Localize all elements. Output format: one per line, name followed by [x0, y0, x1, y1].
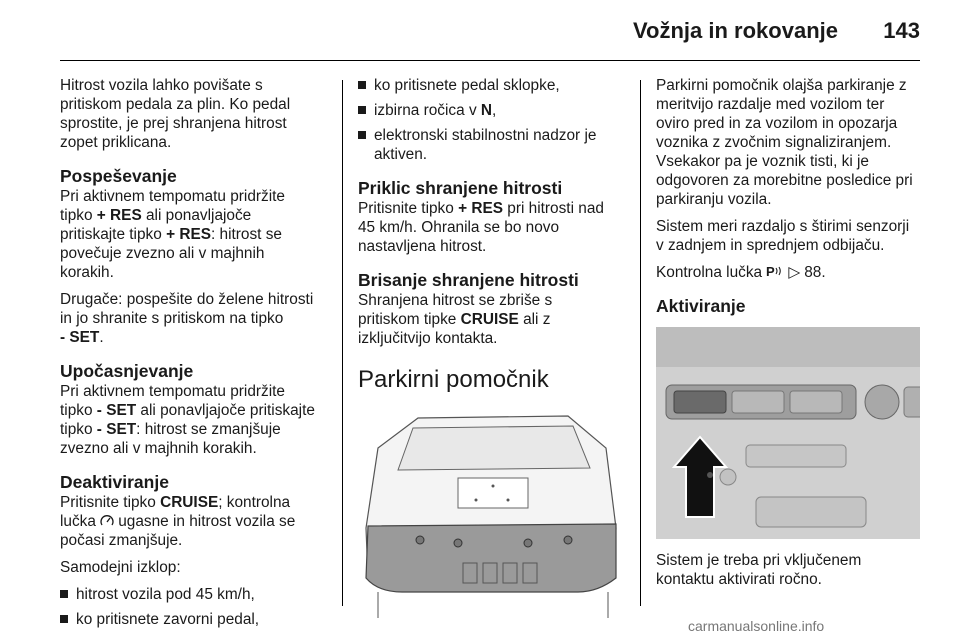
list-item: izbirna ročica v N, — [358, 101, 630, 120]
column-divider-1 — [342, 80, 343, 606]
deactivate-heading: Deaktiviranje — [60, 472, 169, 492]
accel-heading: Pospeševanje — [60, 166, 177, 186]
watermark: carmanualsonline.info — [688, 618, 825, 634]
page-number: 143 — [883, 18, 920, 43]
list-item: hitrost vozila pod 45 km/h, — [60, 585, 332, 604]
erase-heading: Brisanje shranjene hitrosti — [358, 270, 579, 290]
parking-assist-icon — [766, 264, 784, 278]
accel-paragraph-1: Pri aktivnem tempomatu pridržite tipko + RES ali ponavljajoče pritiskajte tipko + RES: hitrost se povečuje zvezno ali v majhnih korakih. — [60, 188, 285, 281]
svg-text:P: P — [766, 264, 776, 278]
parking-intro-paragraph: Parkirni pomočnik olajša parkiranje z meritvijo razdalje med vozilom ter oviro pred in za vozilom in opozarja voznika z zvočnim signaliziranjem. Vsekakor pa je voznik tisti, ki je odgovoren za morebitne posledice pri parkiranju vozila. — [656, 77, 913, 208]
decel-paragraph: Pri aktivnem tempomatu pridržite tipko - SET ali ponavljajoče pritiskajte tipko - SET: hitrost se zmanjšuje zvezno ali v majhnih korakih. — [60, 383, 315, 457]
list-item: ko pritisnete pedal sklopke, — [358, 76, 630, 95]
parking-assist-heading: Parkirni pomočnik — [358, 366, 549, 393]
column-2 — [358, 76, 630, 618]
accel-paragraph-2: Drugače: pospešite do želene hitrosti in jo shranite s pritiskom na tipko - SET. — [60, 291, 314, 346]
page-header-title: Vožnja in rokovanje — [633, 18, 838, 43]
deactivate-paragraph: Pritisnite tipko CRUISE; kontrolna lučka ugasne in hitrost vozila se počasi zmanjšuje. — [60, 494, 296, 549]
dashboard-button-figure — [656, 327, 920, 539]
car-rear-sensors-figure — [358, 408, 622, 618]
decel-heading: Upočasnjevanje — [60, 361, 194, 381]
auto-off-label: Samodejni izklop: — [60, 559, 181, 576]
intro-paragraph: Hitrost vozila lahko povišate s pritiskom pedala za plin. Ko pedal sprostite, je prej shranjena hitrost zopet priklicana. — [60, 77, 291, 151]
header-rule — [60, 60, 920, 61]
page-reference-icon: ▷ — [788, 264, 801, 281]
activate-paragraph: Sistem je treba pri vključenem kontaktu aktivirati ročno. — [656, 552, 862, 588]
sensors-paragraph: Sistem meri razdaljo s štirimi senzorji v zadnjem in sprednjem odbijaču. — [656, 218, 910, 254]
cruise-control-icon — [100, 514, 114, 527]
list-item: elektronski stabilnostni nadzor je aktiven. — [358, 126, 630, 164]
erase-paragraph: Shranjena hitrost se zbriše s pritiskom tipke CRUISE ali z izključitvijo kontakta. — [358, 292, 553, 347]
activate-heading: Aktiviranje — [656, 296, 746, 316]
list-item: ko pritisnete zavorni pedal, — [60, 610, 332, 629]
recall-paragraph: Pritisnite tipko + RES pri hitrosti nad 45 km/h. Ohranila se bo novo nastavljena hitrost. — [358, 200, 604, 255]
recall-heading: Priklic shranjene hitrosti — [358, 178, 563, 198]
column-divider-2 — [640, 80, 641, 606]
column-3 — [656, 76, 922, 597]
indicator-paragraph: Kontrolna lučka P ▷ 88. — [656, 264, 826, 281]
column-1 — [60, 76, 332, 635]
